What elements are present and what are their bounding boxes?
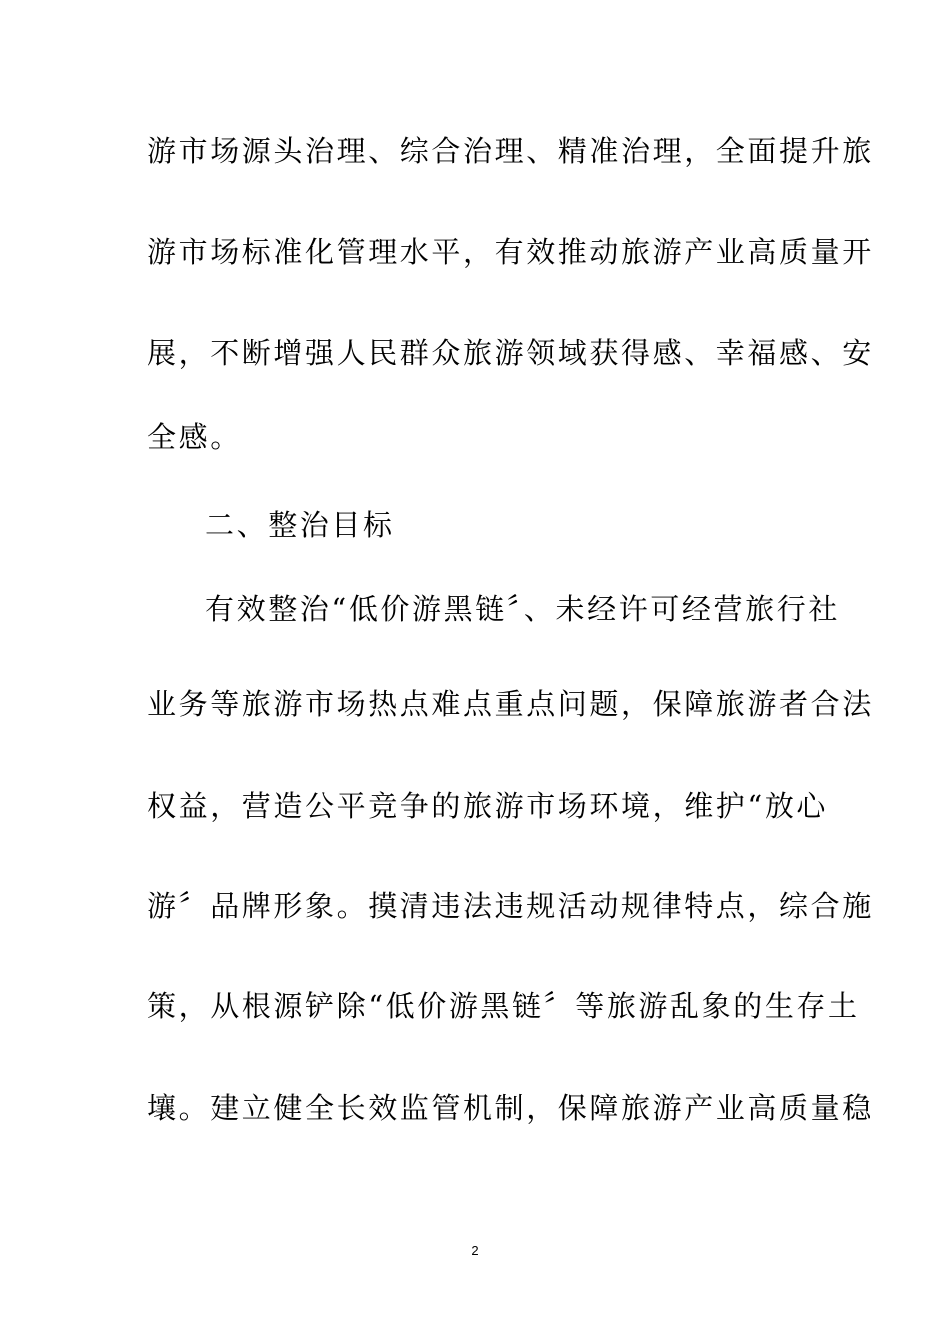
paragraph-2-line-1: 有效整治“低价游黑链〞、未经许可经营旅行社 — [205, 592, 840, 626]
section-heading: 二、整治目标 — [205, 508, 395, 542]
paragraph-1-line-2: 游市场标准化管理水平，有效推动旅游产业高质量开 — [147, 235, 874, 269]
paragraph-2-line-5: 策，从根源铲除“低价游黑链〞等旅游乱象的生存土 — [147, 989, 860, 1023]
paragraph-2-line-2: 业务等旅游市场热点难点重点问题，保障旅游者合法 — [147, 687, 874, 721]
paragraph-2-line-4: 游〞品牌形象。摸清违法违规活动规律特点，综合施 — [147, 889, 874, 923]
paragraph-1-line-3: 展，不断增强人民群众旅游领域获得感、幸福感、安 — [147, 336, 874, 370]
paragraph-2-line-6: 壤。建立健全长效监管机制，保障旅游产业高质量稳 — [147, 1091, 874, 1125]
paragraph-1-line-4: 全感。 — [147, 420, 242, 454]
paragraph-1-line-1: 游市场源头治理、综合治理、精准治理，全面提升旅 — [147, 134, 874, 168]
paragraph-2-line-3: 权益，营造公平竞争的旅游市场环境，维护“放心 — [147, 789, 829, 823]
page-number: 2 — [471, 1243, 479, 1258]
